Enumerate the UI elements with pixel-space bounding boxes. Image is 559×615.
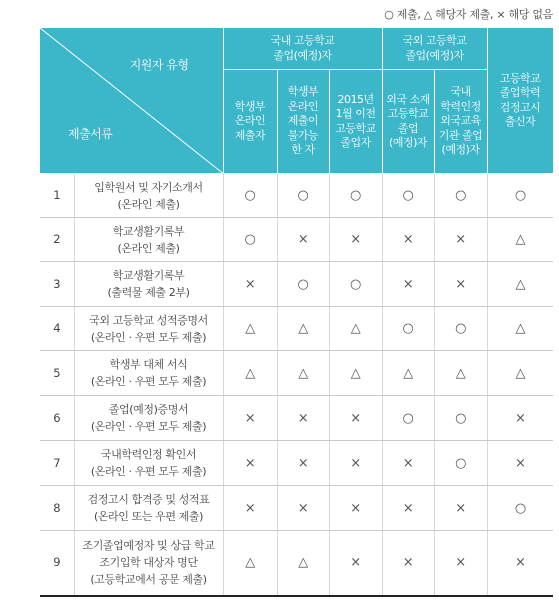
table-row (40, 174, 553, 218)
submission-mark: × (382, 441, 434, 486)
document-name: 검정고시 합격증 및 성적표 (온라인 또는 우편 제출) (74, 486, 223, 531)
submission-mark: ○ (434, 441, 487, 486)
submission-mark: × (487, 531, 553, 596)
submission-mark: × (382, 218, 434, 262)
submission-mark: ○ (382, 396, 434, 441)
row-number: 8 (40, 486, 74, 531)
row-number: 4 (40, 307, 74, 351)
table-row (40, 531, 553, 596)
header-documents: 제출서류 (68, 126, 113, 141)
submission-mark: △ (223, 351, 277, 396)
submission-mark: × (329, 396, 382, 441)
submission-mark: ○ (382, 307, 434, 351)
row-number: 6 (40, 396, 74, 441)
submission-mark: × (223, 262, 277, 307)
submission-mark: △ (329, 351, 382, 396)
document-name: 입학원서 및 자기소개서 (온라인 제출) (74, 174, 223, 218)
submission-mark: ○ (329, 174, 382, 218)
submission-mark: ○ (277, 262, 329, 307)
submission-mark: △ (487, 307, 553, 351)
document-name: 조기졸업예정자 및 상급 학교 조기입학 대상자 명단 (고등학교에서 공문 제출) (74, 531, 223, 596)
submission-mark: ○ (329, 262, 382, 307)
submission-mark: △ (434, 351, 487, 396)
submission-mark: △ (487, 351, 553, 396)
header-sub-online: 학생부 온라인 제출자 (223, 70, 277, 174)
row-number: 7 (40, 441, 74, 486)
header-foreign-group: 국외 고등학교 졸업(예정)자 (382, 28, 487, 70)
submission-mark: × (329, 486, 382, 531)
header-sub-foreign-school: 외국 소재 고등학교 졸업 (예정)자 (382, 70, 434, 174)
submission-mark: × (382, 531, 434, 596)
header-diagonal-cell (40, 28, 223, 174)
submission-mark: × (434, 486, 487, 531)
submission-mark: × (277, 218, 329, 262)
submission-mark: × (434, 531, 487, 596)
row-number: 9 (40, 531, 74, 596)
document-name: 졸업(예정)증명서 (온라인 · 우편 모두 제출) (74, 396, 223, 441)
submission-mark: ○ (223, 174, 277, 218)
submission-mark: △ (277, 531, 329, 596)
submission-mark: × (434, 262, 487, 307)
header-sub-offline: 학생부 온라인 제출이 불가능 한 자 (277, 70, 329, 174)
table-row (40, 486, 553, 531)
header-sub-before-2015: 2015년 1월 이전 고등학교 졸업자 (329, 70, 382, 174)
submission-mark: × (329, 531, 382, 596)
submission-mark: × (223, 396, 277, 441)
submission-mark: ○ (223, 218, 277, 262)
submission-mark: × (382, 262, 434, 307)
submission-mark: △ (487, 218, 553, 262)
submission-mark: × (223, 441, 277, 486)
submission-mark: × (329, 441, 382, 486)
table-row (40, 396, 553, 441)
document-name: 국외 고등학교 성적증명서 (온라인 · 우편 모두 제출) (74, 307, 223, 351)
table-row (40, 307, 553, 351)
submission-mark: ○ (434, 307, 487, 351)
submission-mark: ○ (382, 174, 434, 218)
row-number: 3 (40, 262, 74, 307)
submission-mark: × (329, 218, 382, 262)
row-number: 5 (40, 351, 74, 396)
submission-mark: ○ (487, 174, 553, 218)
header-ged: 고등학교 졸업학력 검정고시 출신자 (487, 28, 553, 174)
document-name: 학생부 대체 서식 (온라인 · 우편 모두 제출) (74, 351, 223, 396)
submission-mark: △ (277, 351, 329, 396)
document-name: 학교생활기록부 (온라인 제출) (74, 218, 223, 262)
submission-mark: × (434, 218, 487, 262)
submission-mark: × (277, 396, 329, 441)
submission-mark: × (382, 486, 434, 531)
submission-mark: × (487, 441, 553, 486)
header-applicant-type: 지원자 유형 (129, 58, 189, 72)
submission-mark: △ (223, 307, 277, 351)
submission-mark: ○ (277, 174, 329, 218)
table-row (40, 218, 553, 262)
submission-mark: △ (382, 351, 434, 396)
document-submission-table (40, 27, 554, 597)
diagonal-line (40, 28, 223, 173)
submission-mark: △ (223, 531, 277, 596)
submission-mark: ○ (434, 396, 487, 441)
submission-mark: × (277, 441, 329, 486)
header-sub-domestic-foreign-institution: 국내 학력인정 외국교육 기관 졸업 (예정)자 (434, 70, 487, 174)
submission-mark: ○ (434, 174, 487, 218)
header-domestic-group: 국내 고등학교 졸업(예정)자 (223, 28, 382, 70)
row-number: 1 (40, 174, 74, 218)
submission-mark: △ (487, 262, 553, 307)
table-row (40, 441, 553, 486)
legend: ○ 제출, △ 해당자 제출, × 해당 없음 (384, 8, 553, 21)
row-number: 2 (40, 218, 74, 262)
submission-mark: ○ (487, 486, 553, 531)
document-name: 학교생활기록부 (출력물 제출 2부) (74, 262, 223, 307)
submission-mark: × (487, 396, 553, 441)
submission-mark: △ (329, 307, 382, 351)
table-row (40, 351, 553, 396)
submission-mark: × (223, 486, 277, 531)
table-row (40, 262, 553, 307)
submission-mark: △ (277, 307, 329, 351)
document-name: 국내학력인정 확인서 (온라인 · 우편 모두 제출) (74, 441, 223, 486)
submission-mark: × (277, 486, 329, 531)
